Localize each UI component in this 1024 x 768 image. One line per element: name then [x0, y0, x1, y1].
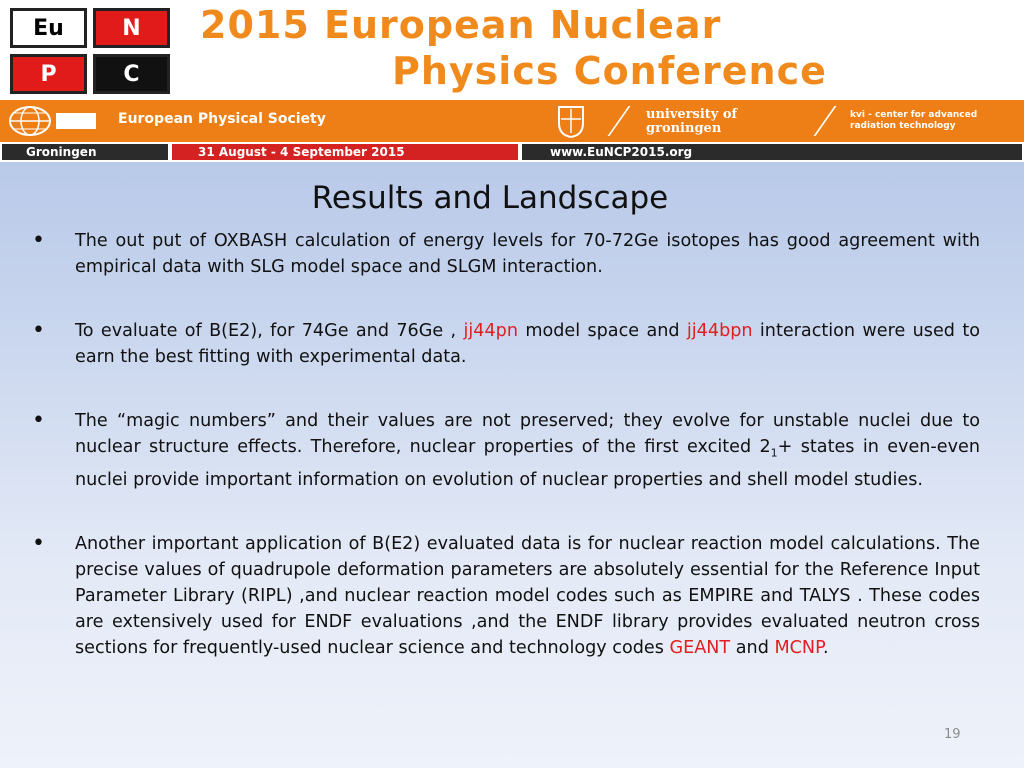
- kvi-label-line2: radiation technology: [850, 121, 956, 131]
- bullet-text: Another important application of B(E2) evaluated data is for nuclear reaction model calculations. The precise values of quadrupole deformation parameters are absolutely essential for the Reference Input Parameter Library (RIPL) ,and nuclear reaction model codes such as EMPIRE and TALYS . These codes are extensively used for ENDF evaluations ,and the ENDF library provides evaluated neutron cross sections for frequently-used nuclear science and technology codes: [75, 533, 980, 658]
- bullet-text: and: [730, 637, 775, 658]
- bullet-dot: •: [32, 408, 45, 433]
- bullet-list: [30, 228, 980, 661]
- code-term-mcnp: MCNP: [774, 637, 823, 658]
- eps-logo: [6, 104, 104, 138]
- bullet-text: interaction were used to earn the best fitting with experimental data.: [75, 321, 980, 367]
- eps-label: European Physical Society: [118, 111, 326, 127]
- conference-title-line1: 2015 European Nuclear: [200, 3, 722, 47]
- kvi-label: [850, 110, 977, 132]
- bullet-dot: •: [32, 318, 45, 343]
- model-space-term: jj44pn: [463, 321, 518, 341]
- eps-globe-icon: [6, 104, 104, 138]
- conference-title-line2: Physics Conference: [392, 49, 827, 93]
- bullet-item: [30, 408, 980, 493]
- bullet-dot: •: [32, 530, 45, 556]
- logo-cell-c: C: [93, 54, 170, 94]
- logo-cell-p: P: [10, 54, 87, 94]
- page-number: 19: [944, 727, 961, 742]
- bullet-item: [30, 228, 980, 280]
- bullet-item: [30, 531, 980, 661]
- university-label-line1: university of: [646, 107, 738, 122]
- website-bar: [522, 144, 1022, 160]
- bullet-text: The “magic numbers” and their values are not preserved; they evolve for unstable nuclei due to nuclear structure effects. Therefore, nuclear properties of the first excited 2: [75, 411, 980, 457]
- logo-cell-eu: Eu: [10, 8, 87, 48]
- bullet-dot: •: [32, 228, 45, 253]
- conference-banner: [0, 0, 1024, 162]
- eunpc-logo: [10, 8, 170, 94]
- bullet-item: [30, 318, 980, 370]
- university-label: [646, 108, 737, 136]
- conference-title: [200, 2, 1020, 98]
- bullet-text: .: [822, 637, 829, 658]
- location-bar: [2, 144, 168, 160]
- university-label-line2: groningen: [646, 121, 722, 136]
- subscript: 1: [770, 446, 778, 460]
- code-term-geant: GEANT: [669, 637, 731, 658]
- location-text: Groningen: [26, 145, 97, 159]
- dates-text: 31 August - 4 September 2015: [198, 145, 405, 159]
- logo-cell-n: N: [93, 8, 170, 48]
- bullet-text: model space and: [517, 321, 687, 341]
- kvi-label-line1: kvi - center for advanced: [850, 110, 978, 120]
- dates-bar: [172, 144, 518, 160]
- interaction-term: jj44bpn: [686, 321, 753, 341]
- bullet-text: + states in even-even nuclei provide important information on evolution of nuclear properties and shell model studies.: [75, 437, 980, 490]
- slide-title: Results and Landscape: [311, 180, 669, 216]
- bullet-text: The out put of OXBASH calculation of energy levels for 70-72Ge isotopes has good agreement with empirical data with SLG model space and SLGM interaction.: [75, 231, 980, 277]
- website-link[interactable]: www.EuNCP2015.org: [550, 145, 693, 159]
- university-crest-icon: [553, 103, 589, 139]
- bullet-text: To evaluate of B(E2), for 74Ge and 76Ge ,: [75, 321, 464, 341]
